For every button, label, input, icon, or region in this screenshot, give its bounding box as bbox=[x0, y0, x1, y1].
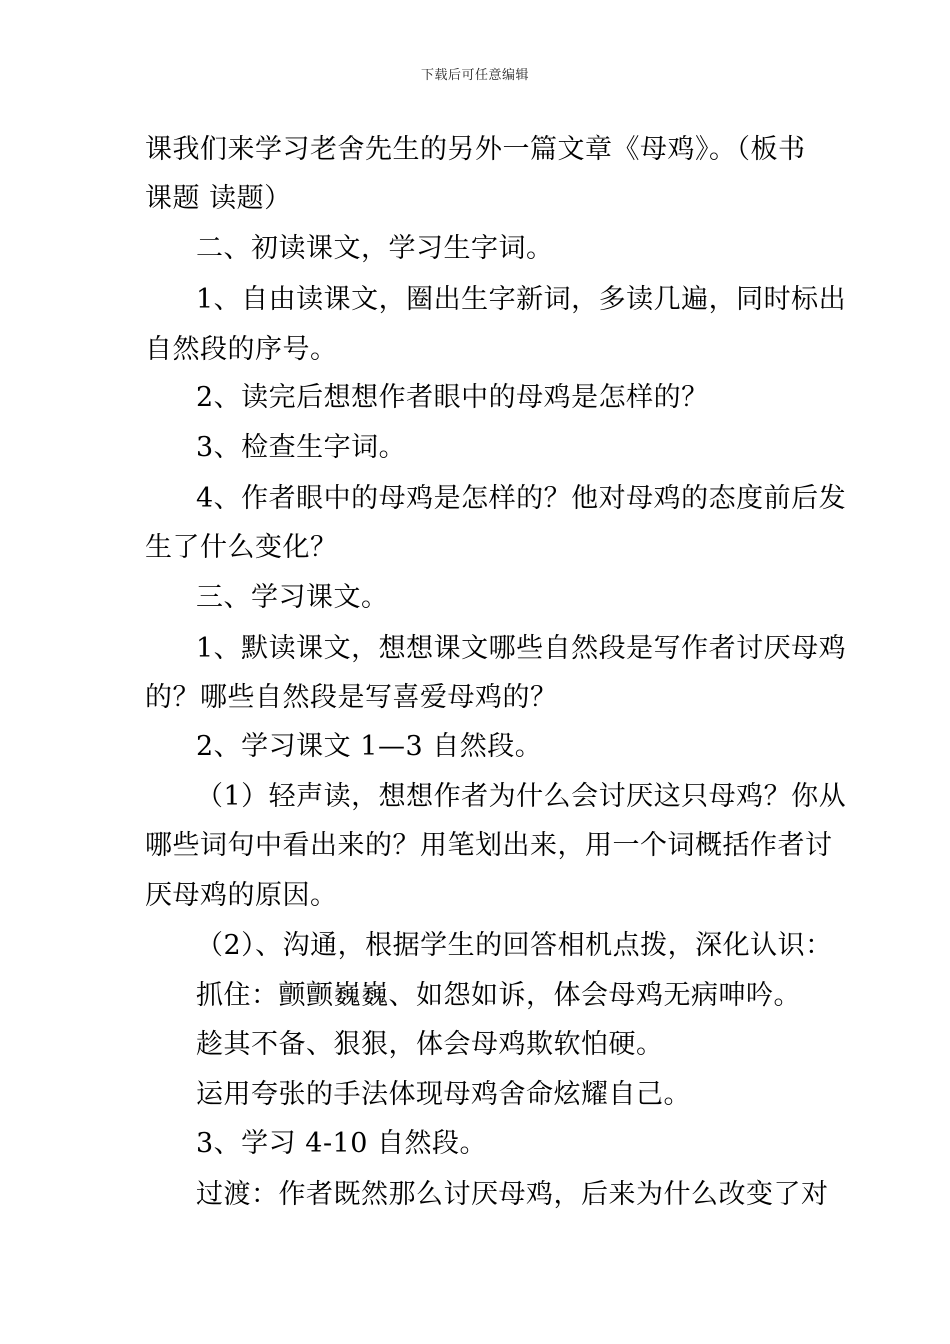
text-line: 课题 读题） bbox=[145, 183, 292, 214]
page-header-note: 下载后可任意编辑 bbox=[420, 68, 529, 83]
text-line: 2、学习课文 1—3 自然段。 bbox=[196, 731, 543, 762]
text-line: 1、自由读课文，圈出生字新词，多读几遍，同时标出 bbox=[196, 284, 847, 315]
text-line: 运用夸张的手法体现母鸡舍命炫耀自己。 bbox=[196, 1079, 691, 1110]
text-line: 的？哪些自然段是写喜爱母鸡的？ bbox=[145, 682, 558, 713]
text-line: 哪些词句中看出来的？用笔划出来，用一个词概括作者讨 bbox=[145, 830, 833, 861]
text-line: 4、作者眼中的母鸡是怎样的？他对母鸡的态度前后发 bbox=[196, 483, 847, 514]
text-line: 过渡：作者既然那么讨厌母鸡，后来为什么改变了对 bbox=[196, 1179, 829, 1210]
text-line: 1、默读课文，想想课文哪些自然段是写作者讨厌母鸡 bbox=[196, 633, 847, 664]
text-line: 3、检查生字词。 bbox=[196, 432, 407, 463]
text-line: （1）轻声读，想想作者为什么会讨厌这只母鸡？你从 bbox=[196, 781, 847, 812]
text-line: 2、读完后想想作者眼中的母鸡是怎样的？ bbox=[196, 382, 709, 413]
text-line: 3、学习 4-10 自然段。 bbox=[196, 1128, 488, 1159]
text-line: 课我们来学习老舍先生的另外一篇文章《母鸡》。（板书 bbox=[145, 134, 806, 165]
text-line: 三、学习课文。 bbox=[196, 582, 389, 613]
text-line: 二、初读课文，学习生字词。 bbox=[196, 233, 554, 264]
text-line: 自然段的序号。 bbox=[145, 334, 338, 365]
text-line: 趁其不备、狠狠，体会母鸡欺软怕硬。 bbox=[196, 1029, 664, 1060]
text-line: 生了什么变化？ bbox=[145, 532, 338, 563]
text-line: 厌母鸡的原因。 bbox=[145, 880, 338, 911]
text-line: 抓住：颤颤巍巍、如怨如诉，体会母鸡无病呻吟。 bbox=[196, 980, 801, 1011]
text-line: （2）、沟通，根据学生的回答相机点拨，深化认识： bbox=[196, 930, 833, 961]
